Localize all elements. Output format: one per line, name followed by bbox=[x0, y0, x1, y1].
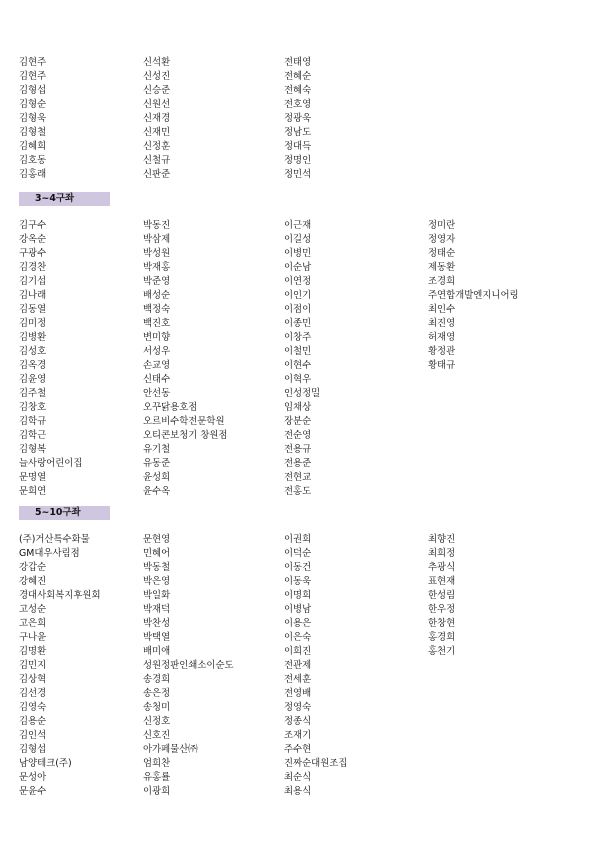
name-cell: 김형섭 bbox=[19, 85, 47, 96]
name-cell: 구나윤 bbox=[19, 632, 47, 643]
name-cell: 박찬성 bbox=[143, 618, 171, 629]
name-cell: 유홍룔 bbox=[143, 772, 171, 783]
name-cell: 김혜희 bbox=[19, 141, 47, 152]
name-cell: 김형섭 bbox=[19, 744, 47, 755]
name-cell: 이창주 bbox=[284, 332, 312, 343]
name-cell: 손교영 bbox=[143, 360, 171, 371]
name-cell bbox=[428, 168, 579, 182]
name-cell: 조경희 bbox=[428, 276, 456, 287]
name-cell: 박성원 bbox=[143, 248, 171, 259]
name-cell: 문명열 bbox=[19, 472, 47, 483]
name-cell: 박재홍 bbox=[143, 262, 171, 273]
name-cell: 구광수 bbox=[19, 248, 47, 259]
name-cell: 홍천기 bbox=[428, 646, 456, 657]
name-cell bbox=[428, 673, 579, 687]
name-cell: 김학근 bbox=[19, 430, 47, 441]
name-cell: 정종식 bbox=[284, 716, 312, 727]
name-cell: 김윤영 bbox=[19, 374, 47, 385]
name-cell: 제동환 bbox=[428, 262, 456, 273]
name-table-section-1 bbox=[19, 56, 579, 182]
name-cell bbox=[428, 98, 579, 112]
name-cell: 최용식 bbox=[284, 786, 312, 797]
name-cell: (주)거산특수화물 bbox=[19, 534, 90, 545]
name-cell: 김형철 bbox=[19, 127, 47, 138]
section-heading-3-4: 3~4구좌 bbox=[19, 192, 110, 206]
name-cell: 정남도 bbox=[284, 127, 312, 138]
name-cell bbox=[428, 785, 579, 799]
name-cell bbox=[428, 56, 579, 70]
name-cell bbox=[428, 70, 579, 84]
name-cell: 이은숙 bbox=[284, 632, 312, 643]
name-cell: 전태영 bbox=[284, 57, 312, 68]
name-cell: 문성아 bbox=[19, 772, 47, 783]
name-cell: 신판준 bbox=[143, 169, 171, 180]
name-cell: 전세훈 bbox=[284, 674, 312, 685]
name-cell: 신철규 bbox=[143, 155, 171, 166]
name-cell: 추광식 bbox=[428, 562, 456, 573]
name-cell: 이혁우 bbox=[284, 374, 312, 385]
name-cell: 박준영 bbox=[143, 276, 171, 287]
name-cell: 남양테크(주) bbox=[19, 758, 72, 769]
name-cell: 전용규 bbox=[284, 444, 312, 455]
name-cell: 이순남 bbox=[284, 262, 312, 273]
name-cell: 오르비수학전문학원 bbox=[143, 416, 225, 427]
name-cell: 김현주 bbox=[19, 71, 47, 82]
name-cell: 강옥순 bbox=[19, 234, 47, 245]
name-cell bbox=[428, 126, 579, 140]
name-cell: 유동준 bbox=[143, 458, 171, 469]
name-cell: 김민지 bbox=[19, 660, 47, 671]
name-cell: 안선동 bbox=[143, 388, 171, 399]
name-table-section-5-10 bbox=[19, 533, 579, 799]
name-cell: GM대우사림점 bbox=[19, 548, 80, 559]
name-cell: 민혜어 bbox=[143, 548, 171, 559]
name-cell: 김창호 bbox=[19, 402, 47, 413]
name-cell: 허재영 bbox=[428, 332, 456, 343]
name-cell bbox=[428, 84, 579, 98]
name-cell: 최희정 bbox=[428, 548, 456, 559]
name-cell: 고성순 bbox=[19, 604, 47, 615]
name-cell: 인성정밀 bbox=[284, 388, 321, 399]
name-cell: 전현교 bbox=[284, 472, 312, 483]
name-cell: 박동철 bbox=[143, 562, 171, 573]
name-cell: 김호동 bbox=[19, 155, 47, 166]
name-cell bbox=[428, 154, 579, 168]
name-cell bbox=[428, 715, 579, 729]
name-cell: 신정호 bbox=[143, 716, 171, 727]
name-cell: 문윤수 bbox=[19, 786, 47, 797]
name-cell: 정명인 bbox=[284, 155, 312, 166]
name-cell: 박동진 bbox=[143, 220, 171, 231]
name-cell: 주수현 bbox=[284, 744, 312, 755]
name-cell: 이길성 bbox=[284, 234, 312, 245]
name-cell: 전관제 bbox=[284, 660, 312, 671]
name-cell bbox=[428, 485, 579, 499]
name-cell: 윤성희 bbox=[143, 472, 171, 483]
name-cell: 정태순 bbox=[428, 248, 456, 259]
name-cell: 김병환 bbox=[19, 332, 47, 343]
name-cell: 이동건 bbox=[284, 562, 312, 573]
name-cell: 박삼제 bbox=[143, 234, 171, 245]
name-cell: 서성우 bbox=[143, 346, 171, 357]
name-cell: 박일화 bbox=[143, 590, 171, 601]
name-cell: 신태수 bbox=[143, 374, 171, 385]
name-cell: 전홍도 bbox=[284, 486, 312, 497]
name-cell: 홍경희 bbox=[428, 632, 456, 643]
name-cell: 진짜순대원조집 bbox=[284, 758, 348, 769]
name-cell: 김상혁 bbox=[19, 674, 47, 685]
name-cell: 성원정판인쇄소이순도 bbox=[143, 660, 234, 671]
name-cell: 이희진 bbox=[284, 646, 312, 657]
name-cell bbox=[428, 112, 579, 126]
name-cell: 변미향 bbox=[143, 332, 171, 343]
name-cell bbox=[428, 140, 579, 154]
name-cell: 김옥경 bbox=[19, 360, 47, 371]
name-cell: 이권희 bbox=[284, 534, 312, 545]
name-cell: 문현영 bbox=[143, 534, 171, 545]
name-cell: 김나래 bbox=[19, 290, 47, 301]
name-cell: 박택열 bbox=[143, 632, 171, 643]
name-cell: 전호영 bbox=[284, 99, 312, 110]
name-cell: 송청미 bbox=[143, 702, 171, 713]
name-cell bbox=[428, 443, 579, 457]
name-cell bbox=[428, 471, 579, 485]
name-cell: 신재민 bbox=[143, 127, 171, 138]
name-cell: 박재덕 bbox=[143, 604, 171, 615]
name-cell bbox=[428, 701, 579, 715]
name-cell bbox=[428, 729, 579, 743]
name-cell: 임채상 bbox=[284, 402, 312, 413]
name-cell: 황태규 bbox=[428, 360, 456, 371]
name-cell: 김홍래 bbox=[19, 169, 47, 180]
name-cell: 이명희 bbox=[284, 590, 312, 601]
name-cell bbox=[428, 771, 579, 785]
name-cell: 김기섭 bbox=[19, 276, 47, 287]
name-cell: 김성호 bbox=[19, 346, 47, 357]
name-cell: 김용순 bbox=[19, 716, 47, 727]
name-cell: 주연합개발엔지니어링 bbox=[428, 290, 519, 301]
name-cell: 배성순 bbox=[143, 290, 171, 301]
name-cell: 아가페물산㈜ bbox=[143, 744, 198, 755]
name-cell: 김인석 bbox=[19, 730, 47, 741]
name-cell: 김형복 bbox=[19, 444, 47, 455]
name-cell: 최진영 bbox=[428, 318, 456, 329]
name-cell: 한성림 bbox=[428, 590, 456, 601]
name-cell: 조재기 bbox=[284, 730, 312, 741]
name-cell: 고은희 bbox=[19, 618, 47, 629]
name-cell: 황정관 bbox=[428, 346, 456, 357]
name-cell: 송은정 bbox=[143, 688, 171, 699]
name-cell: 엄희찬 bbox=[143, 758, 171, 769]
name-cell: 신호진 bbox=[143, 730, 171, 741]
name-cell: 신성진 bbox=[143, 71, 171, 82]
name-cell: 김형욱 bbox=[19, 113, 47, 124]
name-cell: 이광희 bbox=[143, 786, 171, 797]
name-cell: 오꾸닭용호점 bbox=[143, 402, 198, 413]
name-cell: 정민석 bbox=[284, 169, 312, 180]
name-cell: 김동열 bbox=[19, 304, 47, 315]
name-cell: 김주철 bbox=[19, 388, 47, 399]
name-cell: 전혜숙 bbox=[284, 85, 312, 96]
name-cell: 경대사회복지후원회 bbox=[19, 590, 101, 601]
name-cell: 김미정 bbox=[19, 318, 47, 329]
name-cell: 김선경 bbox=[19, 688, 47, 699]
name-cell: 한우정 bbox=[428, 604, 456, 615]
name-cell: 정대득 bbox=[284, 141, 312, 152]
name-cell: 이덕순 bbox=[284, 548, 312, 559]
name-cell: 이병남 bbox=[284, 604, 312, 615]
name-cell bbox=[428, 687, 579, 701]
name-cell: 신원선 bbox=[143, 99, 171, 110]
name-cell: 이동욱 bbox=[284, 576, 312, 587]
name-cell: 이인기 bbox=[284, 290, 312, 301]
name-cell: 이종민 bbox=[284, 318, 312, 329]
name-cell bbox=[428, 743, 579, 757]
name-cell: 이근재 bbox=[284, 220, 312, 231]
name-cell: 윤수옥 bbox=[143, 486, 171, 497]
name-cell: 백정숙 bbox=[143, 304, 171, 315]
name-cell: 배미애 bbox=[143, 646, 171, 657]
name-cell: 강혜진 bbox=[19, 576, 47, 587]
name-cell: 정영숙 bbox=[284, 702, 312, 713]
name-table-section-3-4 bbox=[19, 219, 579, 499]
name-cell: 김경찬 bbox=[19, 262, 47, 273]
name-cell bbox=[428, 387, 579, 401]
name-cell: 신재경 bbox=[143, 113, 171, 124]
name-cell: 한창현 bbox=[428, 618, 456, 629]
name-cell: 늘사랑어린이집 bbox=[19, 458, 83, 469]
name-cell: 정영자 bbox=[428, 234, 456, 245]
name-cell: 이점이 bbox=[284, 304, 312, 315]
name-cell bbox=[428, 415, 579, 429]
name-cell: 김학규 bbox=[19, 416, 47, 427]
name-cell bbox=[428, 429, 579, 443]
name-cell: 오티콘보청기 창원점 bbox=[143, 430, 228, 441]
name-cell: 김형순 bbox=[19, 99, 47, 110]
section-heading-5-10: 5~10구좌 bbox=[19, 506, 110, 520]
name-cell: 이병민 bbox=[284, 248, 312, 259]
name-cell: 문희연 bbox=[19, 486, 47, 497]
name-cell: 김영숙 bbox=[19, 702, 47, 713]
name-cell: 이현수 bbox=[284, 360, 312, 371]
name-cell: 이용은 bbox=[284, 618, 312, 629]
name-cell: 최인수 bbox=[428, 304, 456, 315]
name-cell bbox=[428, 373, 579, 387]
name-cell: 김현주 bbox=[19, 57, 47, 68]
name-cell: 신정훈 bbox=[143, 141, 171, 152]
name-cell: 정미란 bbox=[428, 220, 456, 231]
name-cell: 전혜순 bbox=[284, 71, 312, 82]
name-cell: 표현재 bbox=[428, 576, 456, 587]
name-cell bbox=[428, 659, 579, 673]
name-cell bbox=[428, 757, 579, 771]
name-cell: 이연정 bbox=[284, 276, 312, 287]
name-cell: 전용준 bbox=[284, 458, 312, 469]
name-cell bbox=[428, 401, 579, 415]
name-cell: 송경희 bbox=[143, 674, 171, 685]
name-cell: 장분순 bbox=[284, 416, 312, 427]
name-cell: 이철민 bbox=[284, 346, 312, 357]
name-cell: 최향진 bbox=[428, 534, 456, 545]
name-cell: 최순식 bbox=[284, 772, 312, 783]
name-cell: 정광욱 bbox=[284, 113, 312, 124]
name-cell: 유기철 bbox=[143, 444, 171, 455]
name-cell: 백진호 bbox=[143, 318, 171, 329]
name-cell bbox=[428, 457, 579, 471]
name-cell: 전영배 bbox=[284, 688, 312, 699]
name-cell: 강갑순 bbox=[19, 562, 47, 573]
name-cell: 전순영 bbox=[284, 430, 312, 441]
name-cell: 김명환 bbox=[19, 646, 47, 657]
name-cell: 신승준 bbox=[143, 85, 171, 96]
name-cell: 신석환 bbox=[143, 57, 171, 68]
name-cell: 박은영 bbox=[143, 576, 171, 587]
name-cell: 김구수 bbox=[19, 220, 47, 231]
